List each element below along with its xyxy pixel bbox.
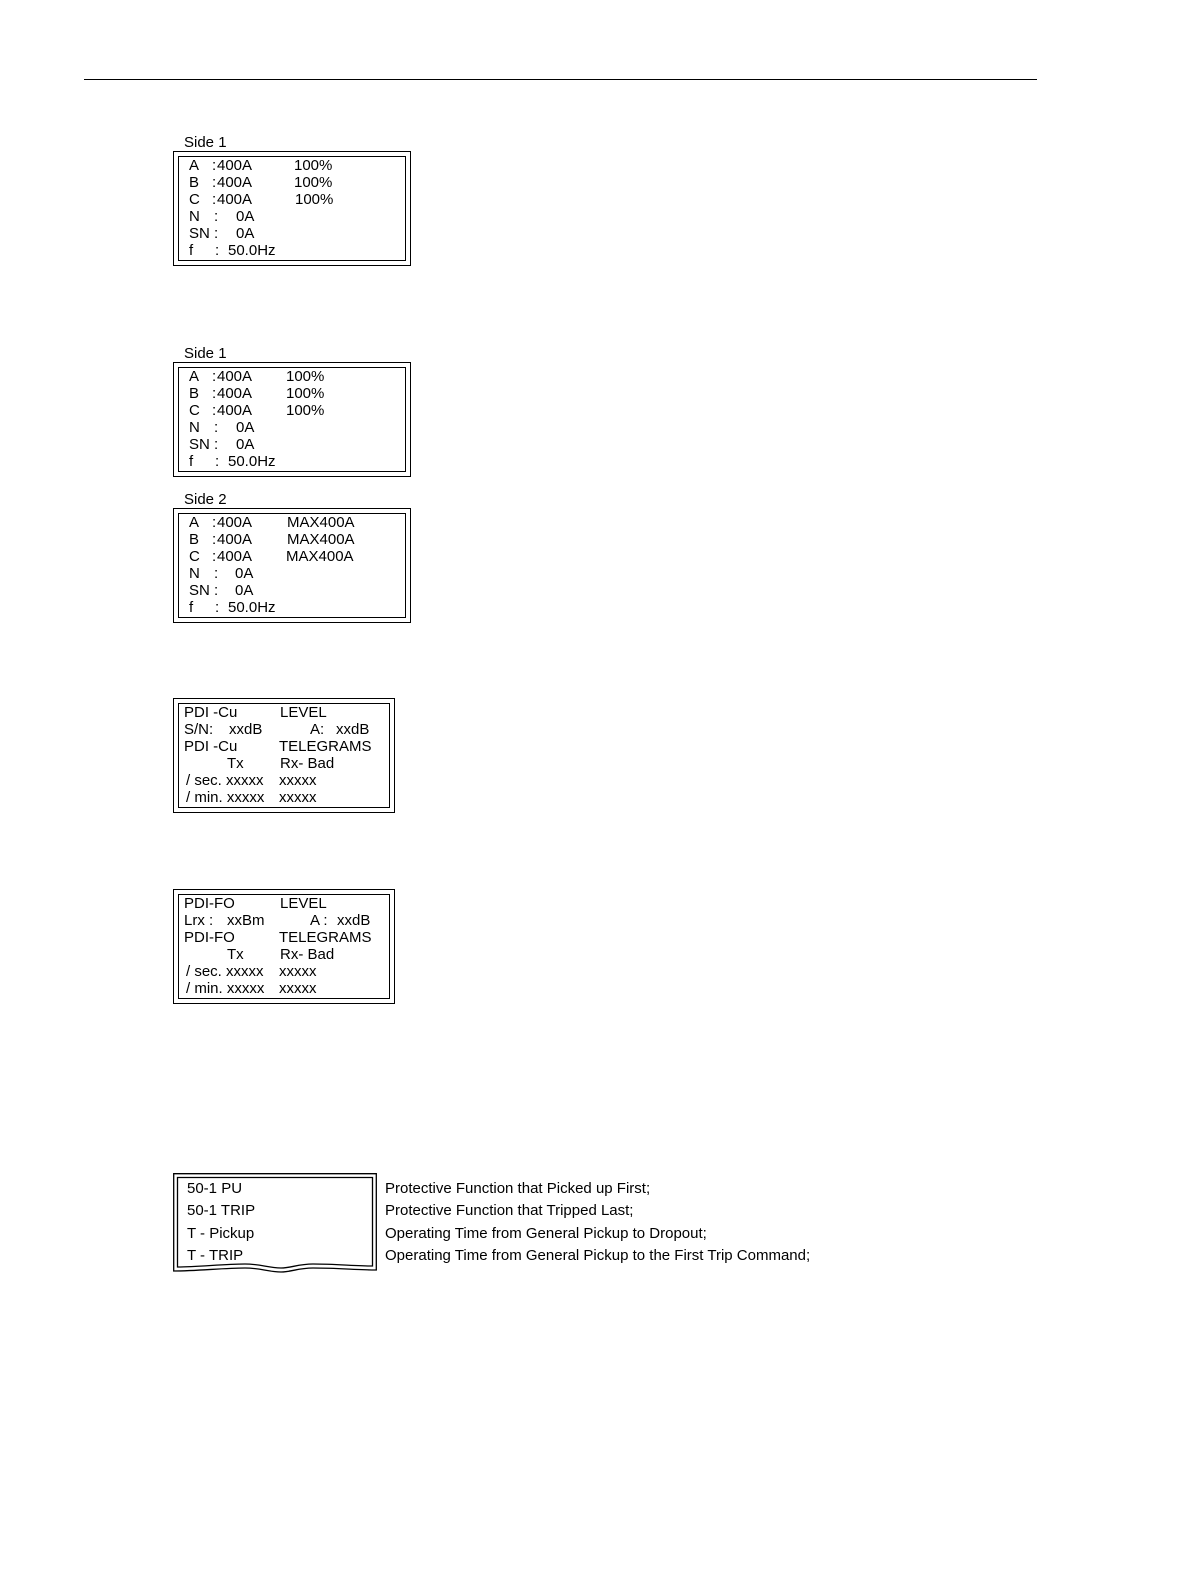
pdi-fo-display: PDI-FO LEVEL Lrx : xxBm A : xxdB PDI-FO TELEGRAMS Tx Rx- Bad / sec. xxxxx xxxxx / min. xxxxx xxxxx [173,889,395,1004]
fault-desc-t-trip: Operating Time from General Pickup to the First Trip Command; [385,1247,811,1264]
pdi-cu-display: PDI -Cu LEVEL S/N: xxdB A: xxdB PDI -Cu TELEGRAMS Tx Rx- Bad / sec. xxxxx xxxxx / min. xxxxx xxxxx [173,698,395,813]
fault-desc-pickup: Protective Function that Picked up First; [385,1180,651,1197]
fault-item-pickup: 50-1 PU [187,1180,243,1197]
fault-item-t-trip: T - TRIP [187,1247,244,1264]
fault-desc-t-pickup: Operating Time from General Pickup to Dropout; [385,1225,707,1242]
fault-desc-trip: Protective Function that Tripped Last; [385,1202,634,1219]
fault-log-display [173,1173,377,1277]
side1-pair-display: A : 400A 100% B : 400A 100% C : 400A 100% N : 0A SN : 0A f : 50.0Hz [173,362,411,477]
side1-pair-caption: Side 1 [184,345,227,362]
side2-caption: Side 2 [184,491,227,508]
side1-caption: Side 1 [184,134,227,151]
side2-display: A : 400A MAX400A B : 400A MAX400A C : 400A MAX400A N : 0A SN : 0A f : 50.0Hz [173,508,411,623]
fault-item-trip: 50-1 TRIP [187,1202,256,1219]
header-rule [84,79,1037,80]
side1-display: A : 400A 100% B : 400A 100% C : 400A 100% N : 0A SN : 0A f : 50.0Hz [173,151,411,266]
fault-item-t-pickup: T - Pickup [187,1225,255,1242]
